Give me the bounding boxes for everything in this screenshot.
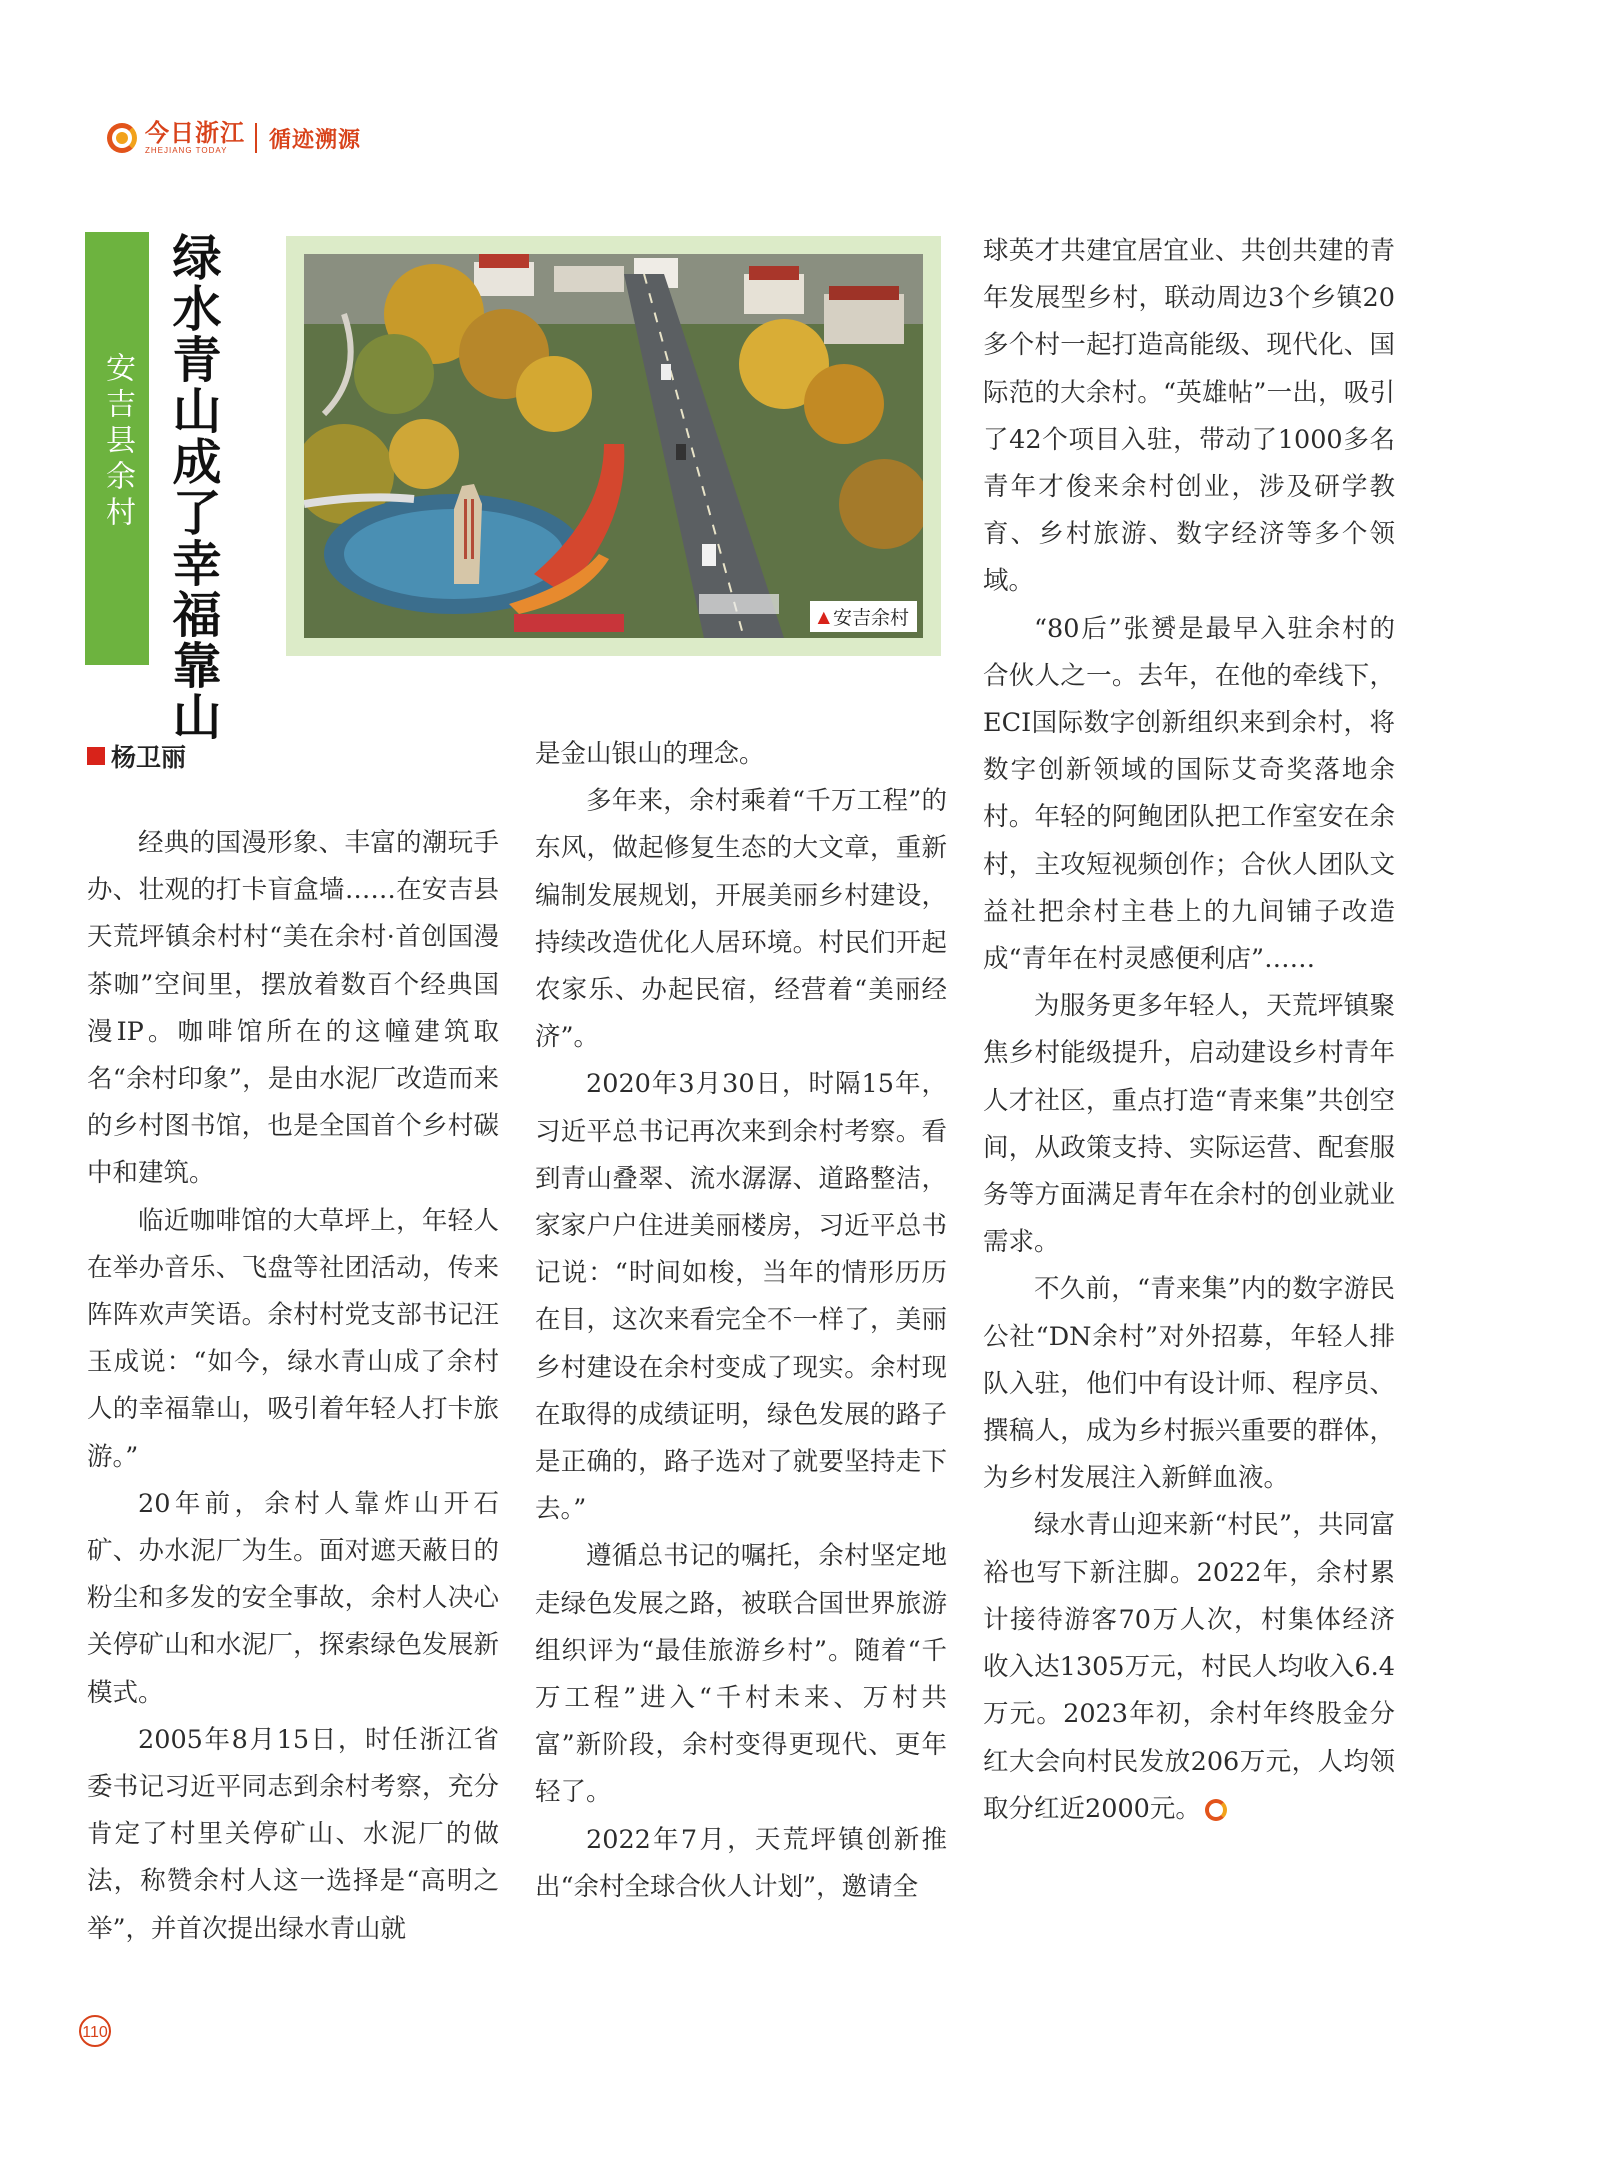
photo-caption xyxy=(810,601,917,632)
paragraph: 多年来，余村乘着“千万工程”的东风，做起修复生态的大文章，重新编制发展规划，开展美丽乡村建设，持续改造优化人居环境。村民们开起农家乐、办起民宿，经营着“美丽经济”。 xyxy=(535,786,947,1053)
paragraph: 2005年8月15日，时任浙江省委书记习近平同志到余村考察，充分肯定了村里关停矿山、水泥厂的做法，称赞余村人这一选择是“高明之举”，并首次提出绿水青山就 xyxy=(87,1724,499,1944)
paragraph-continued: 是金山银山的理念。 xyxy=(535,739,765,769)
author-byline xyxy=(87,738,186,774)
author-name: 杨卫丽 xyxy=(111,743,187,772)
magazine-logo-text xyxy=(145,118,245,155)
paragraph: 20年前，余村人靠炸山开石矿、办水泥厂为生。面对遮天蔽日的粉尘和多发的安全事故，余村人决心关停矿山和水泥厂，探索绿色发展新模式。 xyxy=(87,1488,499,1708)
paragraph: 为服务更多年轻人，天荒坪镇聚焦乡村能级提升，启动建设乡村青年人才社区，重点打造“青来集”共创空间，从政策支持、实际运营、配套服务等方面满足青年在余村的创业就业需求。 xyxy=(983,991,1395,1258)
location-label: 安吉县余村 xyxy=(100,352,135,532)
paragraph-continued: 球英才共建宜居宜业、共创共建的青年发展型乡村，联动周边3个乡镇20多个村一起打造高能级、现代化、国际范的大余村。“英雄帖”一出，吸引了42个项目入驻，带动了1000多名青年才俊来余村创业，涉及研学教育、乡村旅游、数字经济等多个领域。 xyxy=(983,236,1395,597)
header-divider xyxy=(255,123,257,153)
paragraph: 2022年7月，天荒坪镇创新推出“余村全球合伙人计划”，邀请全 xyxy=(535,1824,947,1902)
paragraph: 2020年3月30日，时隔15年，习近平总书记再次来到余村考察。看到青山叠翠、流水潺潺、道路整洁，家家户户住进美丽楼房，习近平总书记说：“时间如梭，当年的情形历历在目，这次来看完全不一样了，美丽乡村建设在余村变成了现实。余村现在取得的成绩证明，绿色发展的路子是正确的，路子选对了就要坚持走下去。” xyxy=(535,1069,947,1525)
paragraph: 遵循总书记的嘱托，余村坚定地走绿色发展之路，被联合国世界旅游组织评为“最佳旅游乡村”。随着“千万工程”进入“千村未来、万村共富”新阶段，余村变得更现代、更年轻了。 xyxy=(535,1541,947,1808)
magazine-header xyxy=(105,118,361,158)
zhejiang-today-logo-icon xyxy=(105,121,139,155)
caption-triangle-icon: ▲ xyxy=(817,607,830,626)
aerial-village-photo xyxy=(304,254,923,638)
logo-english: ZHEJIANG TODAY xyxy=(145,146,228,155)
red-square-icon xyxy=(87,747,105,765)
text-column-3 xyxy=(983,228,1395,1833)
paragraph: 临近咖啡馆的大草坪上，年轻人在举办音乐、飞盘等社团活动，传来阵阵欢声笑语。余村村党支部书记汪玉成说：“如今，绿水青山成了余村人的幸福靠山，吸引着年轻人打卡旅游。” xyxy=(87,1205,499,1472)
section-name: 循迹溯源 xyxy=(269,127,362,153)
text-column-1 xyxy=(87,820,499,1953)
end-mark-icon xyxy=(1205,1799,1227,1821)
paragraph: “80后”张赟是最早入驻余村的合伙人之一。去年，在他的牵线下，ECI国际数字创新组织来到余村，将数字创新领域的国际艾奇奖落地余村。年轻的阿鲍团队把工作室安在余村，主攻短视频创作；合伙人团队文益社把余村主巷上的九间铺子改造成“青年在村灵感便利店”…… xyxy=(983,613,1395,975)
photo-frame xyxy=(286,236,941,656)
page-number: 110 xyxy=(79,2015,111,2047)
paragraph: 经典的国漫形象、丰富的潮玩手办、壮观的打卡盲盒墙……在安吉县天荒坪镇余村村“美在余村·首创国漫茶咖”空间里，摆放着数百个经典国漫IP。咖啡馆所在的这幢建筑取名“余村印象”，是由水泥厂改造而来的乡村图书馆，也是全国首个乡村碳中和建筑。 xyxy=(87,828,499,1189)
text-column-2 xyxy=(535,731,947,1911)
last-paragraph-text: 绿水青山迎来新“村民”，共同富裕也写下新注脚。2022年，余村累计接待游客70万人次，村集体经济收入达1305万元，村民人均收入6.4万元。2023年初，余村年终股金分红大会向村民发放206万元，人均领取分红近2000元。 xyxy=(983,1510,1395,1824)
location-band xyxy=(85,232,149,665)
logo-chinese: 今日浙江 xyxy=(145,118,245,147)
last-paragraph xyxy=(983,1502,1395,1832)
paragraph: 不久前，“青来集”内的数字游民公社“DN余村”对外招募，年轻人排队入驻，他们中有设计师、程序员、撰稿人，成为乡村振兴重要的群体，为乡村发展注入新鲜血液。 xyxy=(983,1274,1395,1494)
aerial-photo-illustration xyxy=(304,254,923,638)
article-title: 绿水青山成了幸福靠山 xyxy=(165,232,222,742)
caption-text: 安吉余村 xyxy=(832,607,909,629)
